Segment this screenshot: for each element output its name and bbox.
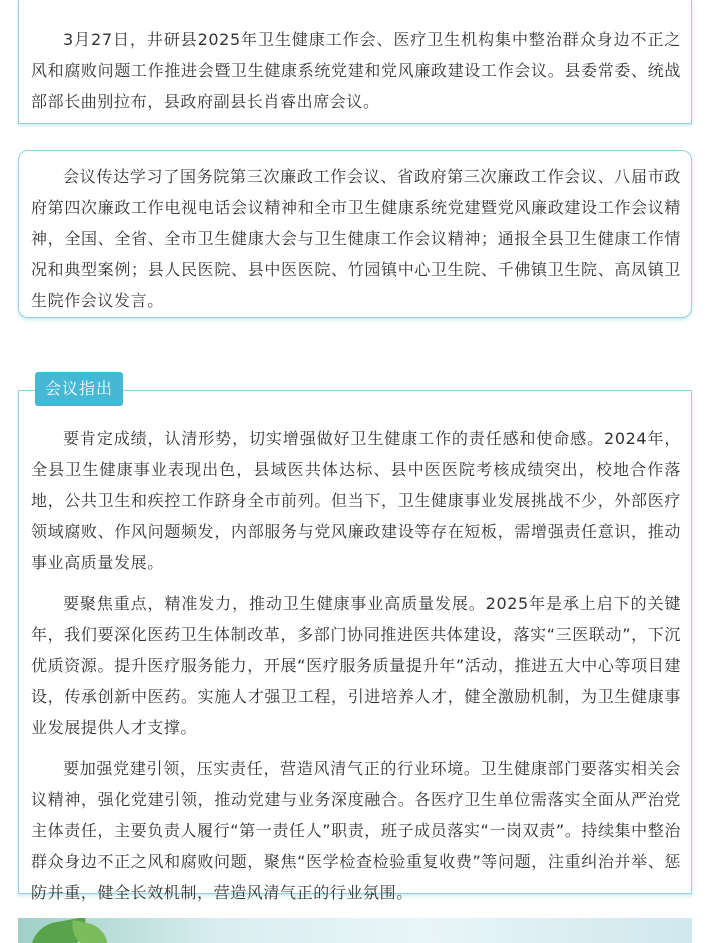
summary-box bbox=[18, 150, 692, 318]
intro-paragraph: 3月27日，井研县2025年卫生健康工作会、医疗卫生机构集中整治群众身边不正之风和腐败问题工作推进会暨卫生健康系统党建和党风廉政建设工作会议。县委常委、统战部部长曲别拉布，县政府副县长肖睿出席会议。 bbox=[31, 30, 681, 111]
intro-box bbox=[18, 0, 692, 124]
section-tag: 会议指出 bbox=[35, 372, 123, 406]
summary-paragraph: 会议传达学习了国务院第三次廉政工作会议、省政府第三次廉政工作会议、八届市政府第四次廉政工作电视电话会议精神和全市卫生健康系统党建暨党风廉政建设工作会议精神，全国、全省、全市卫生健康大会与卫生健康工作会议精神；通报全县卫生健康工作情况和典型案例；县人民医院、县中医医院、竹园镇中心卫生院、千佛镇卫生院、高凤镇卫生院作会议发言。 bbox=[31, 167, 681, 310]
decorative-banner-image bbox=[18, 918, 692, 943]
meeting-points-content bbox=[19, 391, 691, 908]
meeting-points-box bbox=[18, 390, 692, 902]
point-paragraph: 要聚焦重点，精准发力，推动卫生健康事业高质量发展。2025年是承上启下的关键年，我们要深化医药卫生体制改革，多部门协同推进医共体建设，落实“三医联动”，下沉优质资源。提升医疗服务能力，开展“医疗服务质量提升年”活动，推进五大中心等项目建设，传承创新中医药。实施人才强卫工程，引进培养人才，健全激励机制，为卫生健康事业发展提供人才支撑。 bbox=[31, 594, 681, 737]
point-paragraph: 要肯定成绩，认清形势，切实增强做好卫生健康工作的责任感和使命感。2024年，全县卫生健康事业表现出色，县域医共体达标、县中医医院考核成绩突出，校地合作落地，公共卫生和疾控工作跻身全市前列。但当下，卫生健康事业发展挑战不少，外部医疗领域腐败、作风问题频发，内部服务与党风廉政建设等存在短板，需增强责任意识，推动事业高质量发展。 bbox=[31, 429, 681, 572]
point-paragraph: 要加强党建引领，压实责任，营造风清气正的行业环境。卫生健康部门要落实相关会议精神，强化党建引领，推动党建与业务深度融合。各医疗卫生单位需落实全面从严治党主体责任，主要负责人履行“第一责任人”职责，班子成员落实“一岗双责”。持续集中整治群众身边不正之风和腐败问题，聚焦“医学检查检验重复收费”等问题，注重纠治并举、惩防并重，健全长效机制，营造风清气正的行业氛围。 bbox=[31, 759, 681, 902]
